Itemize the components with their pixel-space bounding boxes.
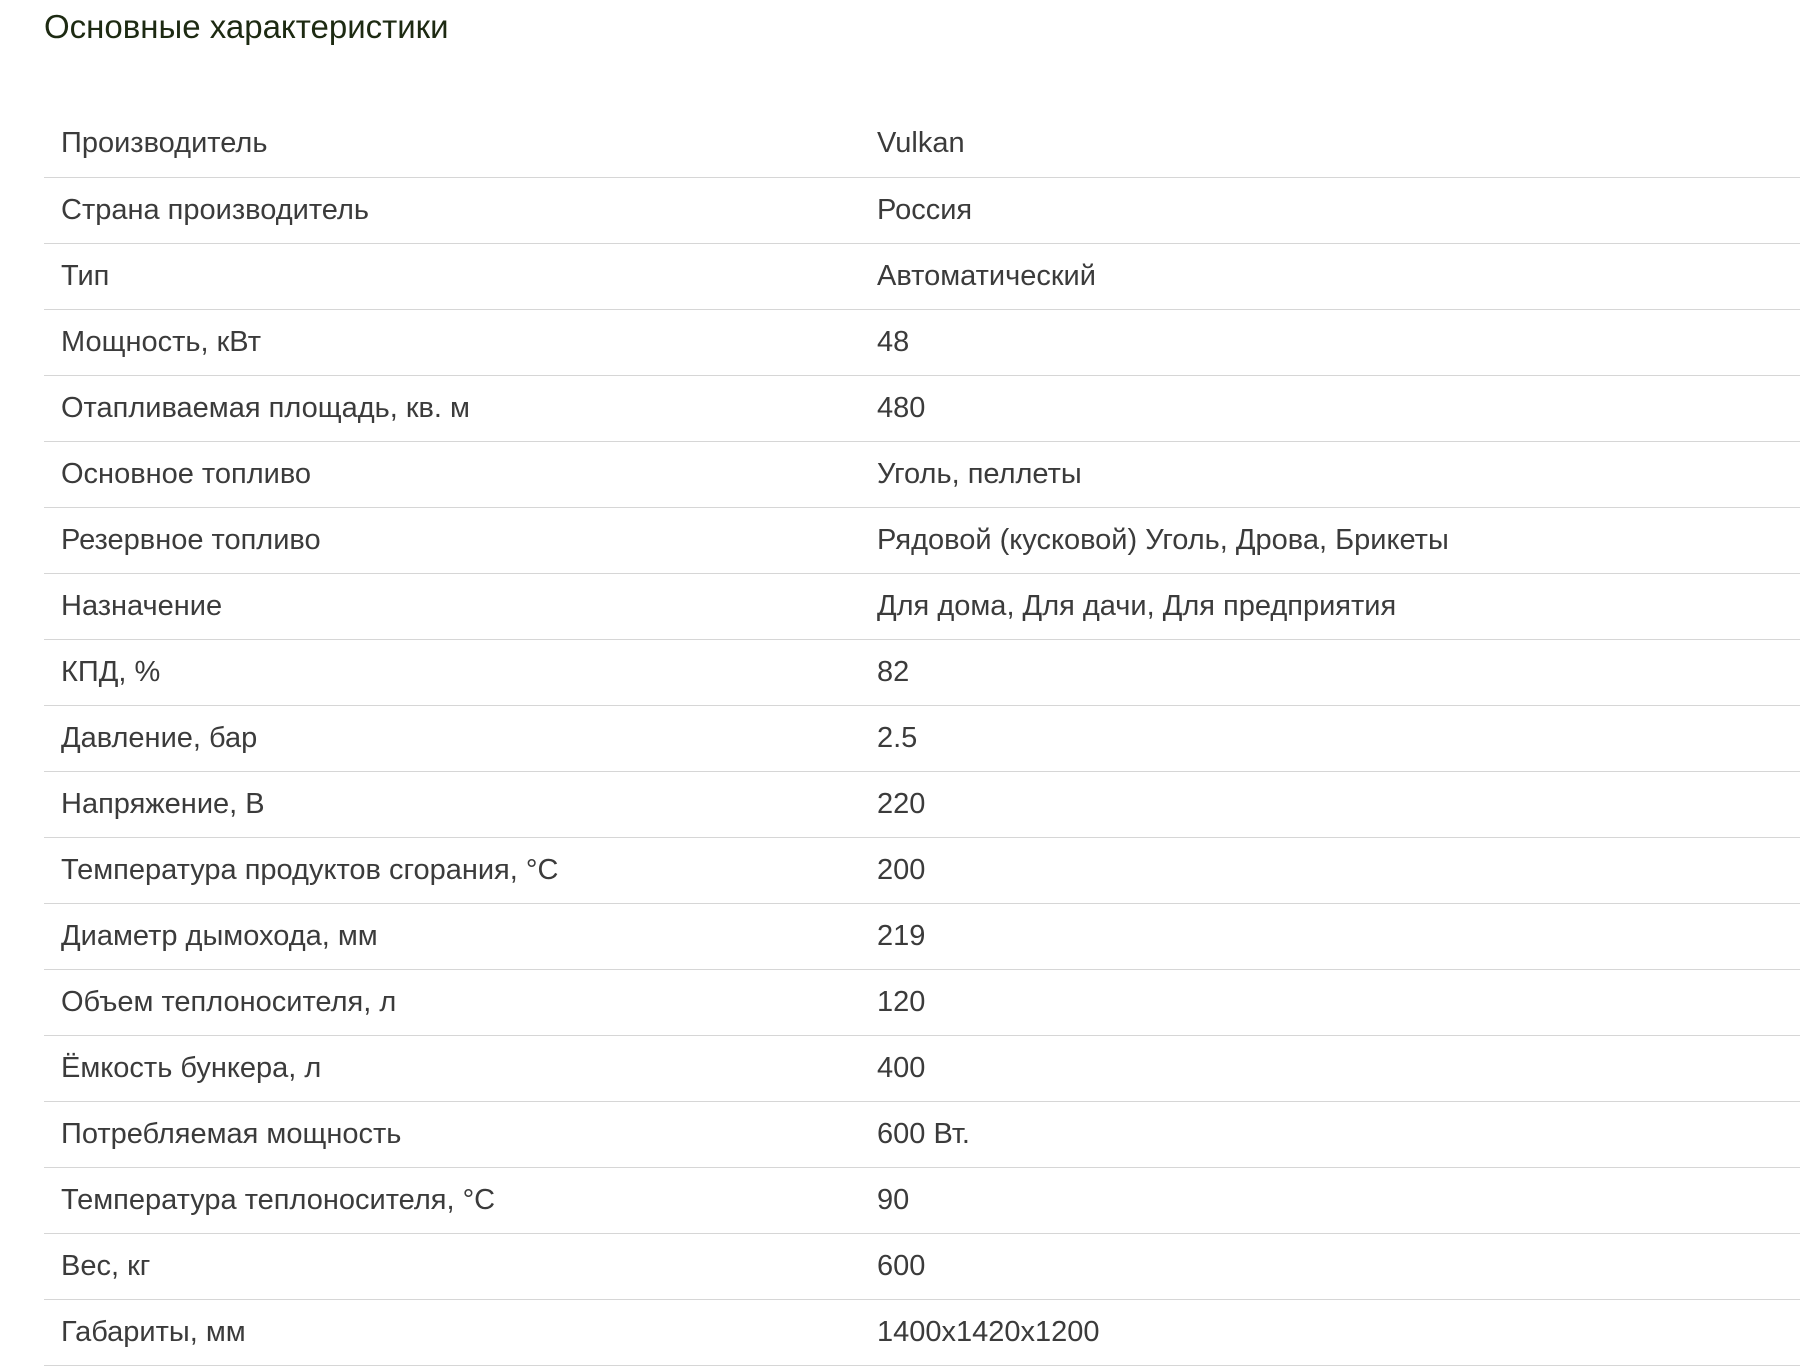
spec-row [44, 441, 1800, 507]
spec-name: Диаметр дымохода, мм [44, 903, 877, 969]
spec-value: 220 [877, 771, 1800, 837]
spec-name: Отапливаемая площадь, кв. м [44, 375, 877, 441]
spec-name: Габариты, мм [44, 1299, 877, 1365]
spec-row [44, 1167, 1800, 1233]
spec-value: 200 [877, 837, 1800, 903]
spec-name: Объем теплоносителя, л [44, 969, 877, 1035]
spec-name: КПД, % [44, 639, 877, 705]
spec-name: Производитель [44, 111, 877, 177]
spec-row [44, 243, 1800, 309]
specs-table [44, 111, 1800, 1366]
spec-value: 82 [877, 639, 1800, 705]
specs-section [44, 0, 1800, 1366]
spec-row [44, 1035, 1800, 1101]
spec-row [44, 1101, 1800, 1167]
spec-value: Автоматический [877, 243, 1800, 309]
spec-name: Потребляемая мощность [44, 1101, 877, 1167]
spec-value: 90 [877, 1167, 1800, 1233]
spec-row [44, 375, 1800, 441]
spec-value: 48 [877, 309, 1800, 375]
spec-row [44, 705, 1800, 771]
spec-row [44, 1299, 1800, 1365]
spec-name: Тип [44, 243, 877, 309]
spec-name: Вес, кг [44, 1233, 877, 1299]
spec-name: Ёмкость бункера, л [44, 1035, 877, 1101]
spec-value: 600 Вт. [877, 1101, 1800, 1167]
spec-name: Страна производитель [44, 177, 877, 243]
spec-row [44, 969, 1800, 1035]
spec-value: 120 [877, 969, 1800, 1035]
spec-name: Резервное топливо [44, 507, 877, 573]
spec-value: Для дома, Для дачи, Для предприятия [877, 573, 1800, 639]
spec-value: 480 [877, 375, 1800, 441]
spec-value: Уголь, пеллеты [877, 441, 1800, 507]
spec-value: 1400x1420x1200 [877, 1299, 1800, 1365]
spec-row [44, 573, 1800, 639]
spec-row [44, 111, 1800, 177]
spec-row [44, 837, 1800, 903]
spec-name: Температура теплоносителя, °С [44, 1167, 877, 1233]
spec-row [44, 177, 1800, 243]
spec-row [44, 903, 1800, 969]
spec-value: Рядовой (кусковой) Уголь, Дрова, Брикеты [877, 507, 1800, 573]
spec-name: Температура продуктов сгорания, °С [44, 837, 877, 903]
spec-row [44, 771, 1800, 837]
spec-row [44, 507, 1800, 573]
spec-name: Давление, бар [44, 705, 877, 771]
spec-name: Напряжение, В [44, 771, 877, 837]
spec-name: Мощность, кВт [44, 309, 877, 375]
spec-value: 600 [877, 1233, 1800, 1299]
spec-value: 400 [877, 1035, 1800, 1101]
spec-value: Vulkan [877, 111, 1800, 177]
spec-value: 219 [877, 903, 1800, 969]
spec-name: Основное топливо [44, 441, 877, 507]
spec-row [44, 309, 1800, 375]
spec-value: Россия [877, 177, 1800, 243]
spec-name: Назначение [44, 573, 877, 639]
spec-row [44, 1233, 1800, 1299]
section-title: Основные характеристики [44, 8, 449, 45]
spec-row [44, 639, 1800, 705]
spec-value: 2.5 [877, 705, 1800, 771]
